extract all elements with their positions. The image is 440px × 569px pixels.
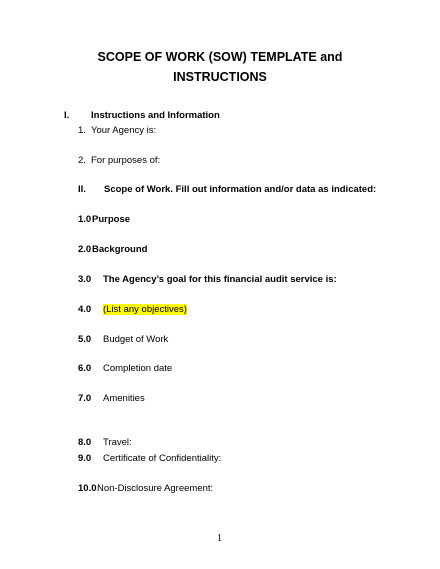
- section1-item-1-number: 1.: [78, 125, 86, 136]
- item-nda-text: Non-Disclosure Agreement:: [97, 483, 214, 494]
- item-amenities-text: Amenities: [103, 393, 145, 404]
- item-purpose-text: Purpose: [92, 214, 131, 225]
- section1-item-1-text: Your Agency is:: [91, 125, 157, 136]
- item-background-text: Background: [92, 244, 148, 255]
- section1-item-2-text: For purposes of:: [91, 155, 161, 166]
- page-number: 1: [217, 533, 222, 544]
- item-travel-text: Travel:: [103, 437, 132, 448]
- item-objectives-number: 4.0: [78, 304, 92, 315]
- item-budget-number: 5.0: [78, 334, 92, 345]
- document-title-line1: SCOPE OF WORK (SOW) TEMPLATE and: [97, 50, 343, 64]
- item-budget-text: Budget of Work: [103, 334, 169, 345]
- section1-heading: Instructions and Information: [91, 110, 220, 121]
- item-background-number: 2.0: [78, 244, 92, 255]
- document-title-line2: INSTRUCTIONS: [173, 70, 267, 84]
- section2-numeral: II.: [78, 184, 86, 195]
- item-nda-number: 10.0: [78, 483, 97, 494]
- item-goal-text: The Agency’s goal for this financial audit service is:: [103, 274, 337, 285]
- section2-heading: Scope of Work. Fill out information and/or data as indicated:: [104, 184, 377, 195]
- section1-item-2-number: 2.: [78, 155, 86, 166]
- item-amenities-number: 7.0: [78, 393, 92, 404]
- item-travel-number: 8.0: [78, 437, 92, 448]
- section1-numeral: I.: [64, 110, 70, 121]
- item-objectives-text: (List any objectives): [103, 304, 187, 315]
- item-certificate-number: 9.0: [78, 453, 92, 464]
- item-goal-number: 3.0: [78, 274, 92, 285]
- item-completion-number: 6.0: [78, 363, 92, 374]
- item-completion-text: Completion date: [103, 363, 173, 374]
- item-certificate-text: Certificate of Confidentiality:: [103, 453, 222, 464]
- item-purpose-number: 1.0: [78, 214, 92, 225]
